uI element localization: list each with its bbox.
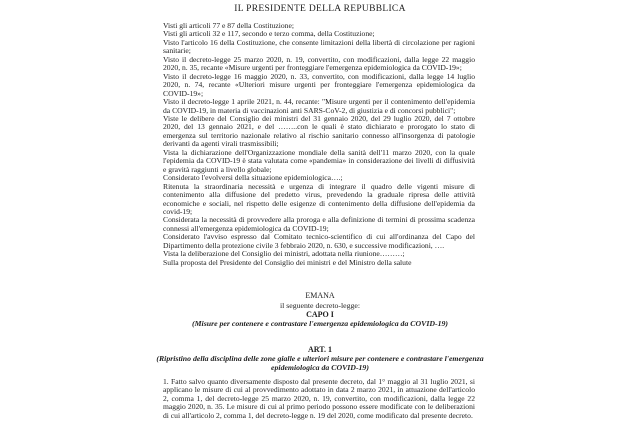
- premise-paragraph: Visti gli articoli 32 e 117, secondo e terzo comma, della Costituzione;: [163, 29, 375, 39]
- premise-paragraph: Visti gli articoli 77 e 87 della Costituzione;: [163, 21, 294, 30]
- capo-subtitle: (Misure per contenere e contrastare l'emergenza epidemiologica da COVID-19): [192, 319, 448, 328]
- premise-paragraph: Vista la deliberazione del Consiglio dei ministri, adottata nella riunione………;: [163, 249, 405, 259]
- premise-paragraph: Considerata la necessità di provvedere alla proroga e alla definizione di termini di prossima scadenza connessi all'emergenza epidemiologica da COVID-19;: [163, 215, 475, 233]
- article-subtitle: (Ripristino della disciplina delle zone gialle e ulteriori misure per contenere e contrastare l'emergenza epidemiologica da COVID-19): [156, 354, 484, 372]
- premise-paragraph: Visto il decreto-legge 25 marzo 2020, n. 19, convertito, con modificazioni, dalla legge 22 maggio 2020, n. 35, recante «Misure urgenti per fronteggiare l'emergenza epidemiologica da COVID-19»;: [163, 54, 475, 73]
- article-title: ART. 1: [307, 345, 332, 354]
- premise-paragraph: Viste le delibere del Consiglio dei ministri del 31 gennaio 2020, del 29 luglio 2020, del 7 ottobre 2020, del 13 gennaio 2021, e del ……..con le quali è stato dichiarato e prorogato lo stato di emergenza sul territorio nazionale relativo al rischio sanitario connesso all'insorgenza di patologie derivanti da agenti virali trasmissibili;: [163, 113, 475, 149]
- premise-paragraph: Visto il decreto-legge 1 aprile 2021, n. 44, recante: "Misure urgenti per il contenimento dell'epidemia da COVID-19, in materia di vaccinazioni anti SARS-CoV-2, di giustizia e di concorsi pubblici";: [163, 97, 475, 115]
- decree-intro: il seguente decreto-legge:: [279, 301, 361, 310]
- article-body: 1. Fatto salvo quanto diversamente disposto dal presente decreto, dal 1° maggio al 31 luglio 2021, si applicano le misure di cui al provvedimento adottato in data 2 marzo 2021, in attuazione dell'articolo 2, comma 1, del decreto-legge 25 marzo 2020, n. 19, convertito, con modificazioni, dalla legge 22 maggio 2020, n. 35. Le misure di cui al primo periodo possono essere modificate con le deliberazioni di cui all'articolo 2, comma 1, del decreto-legge n. 19 del 2020, come modificato dal presente decreto.: [163, 377, 475, 420]
- premise-paragraph: Sulla proposta del Presidente del Consiglio dei ministri e del Ministro della salute: [163, 257, 412, 267]
- premise-paragraph: Considerato l'avviso espresso dal Comitato tecnico-scientifico di cui all'ordinanza del Capo del Dipartimento della protezione civile 3 febbraio 2020, n. 630, e successive modificazioni, ….: [163, 232, 475, 250]
- emana-heading: EMANA: [305, 291, 335, 300]
- premise-paragraph: Vista la dichiarazione dell'Organizzazione mondiale della sanità dell'11 marzo 2020, con la quale l'epidemia da COVID-19 è stata valutata come «pandemia» in considerazione dei livelli di diffusività e gravità raggiunti a livello globale;: [163, 147, 475, 174]
- premise-paragraph: Visto l'articolo 16 della Costituzione, che consente limitazioni della libertà di circolazione per ragioni sanitarie;: [163, 37, 475, 56]
- premise-paragraph: Considerato l'evolversi della situazione epidemiologica….;: [163, 173, 343, 183]
- document-title: IL PRESIDENTE DELLA REPUBBLICA: [234, 4, 406, 14]
- premises-block: [163, 22, 475, 267]
- premise-paragraph: Ritenuta la straordinaria necessità e urgenza di integrare il quadro delle vigenti misure di contenimento alla diffusione del predetto virus, prevedendo la graduale ripresa delle attività economiche e sociali, nel rispetto delle esigenze di contenimento della diffusione dell'epidemia da covid-19;: [163, 181, 475, 216]
- capo-title: CAPO I: [306, 310, 334, 319]
- premise-paragraph: Visto il decreto-legge 16 maggio 2020, n. 33, convertito, con modificazioni, dalla legge 14 luglio 2020, n. 74, recante «Ulteriori misure urgenti per fronteggiare l'emergenza epidemiologica da COVID-19»;: [163, 71, 475, 98]
